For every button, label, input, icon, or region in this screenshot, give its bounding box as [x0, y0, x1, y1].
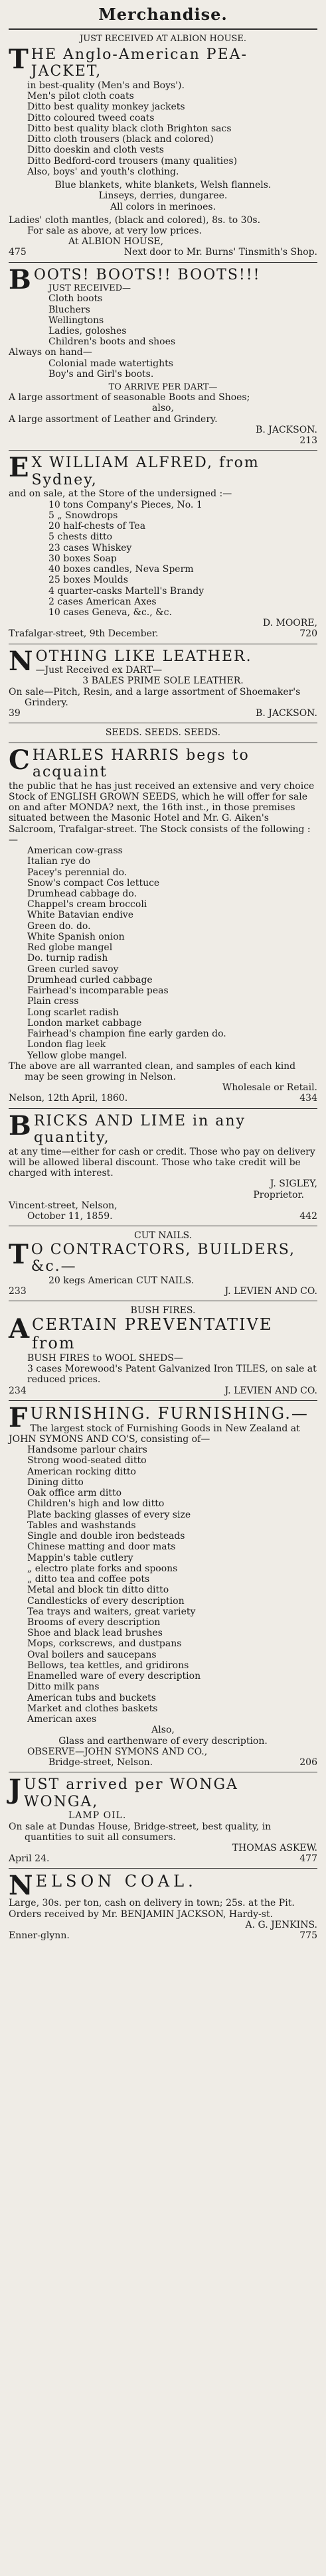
ad-line: Always on hand—: [9, 347, 92, 358]
list-item: American tubs and buckets: [27, 1692, 156, 1703]
ad-number: 475: [9, 247, 27, 258]
list-item: Children's boots and shoes: [48, 336, 176, 348]
ad-line: Bridge-street, Nelson.: [48, 1757, 153, 1768]
ad-line: Glass and earthenware of every description.: [58, 1735, 268, 1747]
list-item: Chinese matting and door mats: [27, 1541, 176, 1553]
list-item: Men's pilot cloth coats: [27, 91, 134, 102]
divider: [9, 1868, 317, 1869]
drop-cap: C: [9, 744, 30, 776]
ad-signature: D. MOORE,: [262, 618, 317, 629]
list-item: Mappin's table cutlery: [27, 1552, 133, 1563]
item-list: [9, 500, 317, 618]
ad-nothing-like-leather: [9, 645, 317, 719]
ad-title: O CONTRACTORS, BUILDERS, &c.—: [31, 1241, 295, 1275]
ad-title: OOTS! BOOTS!! BOOTS!!!: [33, 266, 261, 283]
list-item: 10 tons Company's Pieces, No. 1: [48, 499, 203, 510]
list-item: Italian rye do: [27, 856, 90, 867]
ad-number: 434: [299, 1093, 317, 1104]
ad-number: 720: [299, 628, 317, 640]
ad-line: All colors in merinoes.: [110, 201, 216, 212]
list-item: Ditto best quality monkey jackets: [27, 102, 185, 113]
ad-signature: B. JACKSON.: [256, 708, 317, 719]
ad-line: For sale as above, at very low prices.: [27, 225, 202, 236]
drop-cap: E: [9, 452, 29, 484]
ad-title: HARLES HARRIS begs to acquaint: [32, 747, 250, 781]
list-item: Green do. do.: [27, 920, 91, 932]
ad-line: Nelson, 12th April, 1860.: [9, 1093, 128, 1104]
list-item: London flag leek: [27, 1039, 106, 1050]
ad-line: Proprietor.: [253, 1189, 304, 1200]
list-item: London market cabbage: [27, 1017, 142, 1029]
list-item: Snow's compact Cos lettuce: [27, 877, 160, 889]
ad-line: April 24.: [9, 1853, 50, 1865]
ad-title: CERTAIN PREVENTATIVE from: [32, 1315, 273, 1353]
list-item: „ ditto tea and coffee pots: [27, 1574, 150, 1585]
divider: [9, 1400, 317, 1401]
ad-line: Enner-glynn.: [9, 1930, 70, 1942]
ad-title: OTHING LIKE LEATHER.: [35, 648, 252, 665]
ad-line: A large assortment of seasonable Boots and Shoes;: [9, 392, 250, 403]
list-item: Yellow globe mangel.: [27, 1050, 127, 1061]
item-list: [9, 845, 317, 1061]
drop-cap: N: [9, 645, 33, 677]
ad-body: On sale at Dundas House, Bridge-street, best quality, in quantities to suit all consumers.: [9, 1821, 272, 1843]
list-item: Ditto Bedford-cord trousers (many qualities): [27, 155, 238, 167]
item-list: [9, 91, 317, 177]
ad-title: ELSON COAL.: [35, 1872, 197, 1891]
ad-nelson-coal: [9, 1870, 317, 1942]
ad-line: JUST RECEIVED—: [48, 283, 131, 294]
drop-cap: A: [9, 1313, 30, 1345]
ad-body: Large, 30s. per ton, cash on delivery in town; 25s. at the Pit.: [9, 1898, 295, 1909]
ad-line: LAMP OIL.: [68, 1810, 127, 1822]
list-item: Mops, corkscrews, and dustpans: [27, 1638, 182, 1650]
list-item: Metal and block tin ditto ditto: [27, 1585, 169, 1596]
list-item: Ladies, goloshes: [48, 325, 127, 336]
ad-line: At ALBION HOUSE,: [68, 236, 164, 248]
ad-number: 206: [299, 1757, 317, 1768]
list-item: Chappel's cream broccoli: [27, 899, 147, 910]
list-item: Bluchers: [48, 304, 90, 315]
ad-number: 213: [299, 435, 317, 447]
list-item: Plain cress: [27, 996, 79, 1007]
ad-lead: SEEDS. SEEDS. SEEDS.: [105, 727, 221, 739]
list-item: Wellingtons: [48, 315, 104, 326]
list-item: American axes: [27, 1714, 97, 1725]
list-item: Single and double iron bedsteads: [27, 1531, 185, 1542]
ad-lead: BUSH FIRES.: [130, 1305, 196, 1317]
ad-title: X WILLIAM ALFRED, from Sydney,: [31, 455, 260, 488]
list-item: 5 chests ditto: [48, 532, 113, 543]
list-item: 40 boxes candles, Neva Sperm: [48, 564, 194, 575]
ad-seeds: [9, 727, 317, 1104]
item-list: [9, 293, 317, 347]
ad-line: Vincent-street, Nelson,: [9, 1200, 118, 1211]
ad-body: The above are all warranted clean, and samples of each kind may be seen growing in Nelson.: [9, 1060, 296, 1082]
ad-number: 234: [9, 1385, 27, 1396]
ad-line: Also,: [151, 1725, 175, 1736]
ad-line: —Just Received ex DART—: [35, 665, 163, 676]
ad-line: A large assortment of Leather and Grindery.: [9, 413, 218, 425]
list-item: Dining ditto: [27, 1476, 84, 1488]
list-item: 10 cases Geneva, &c., &c.: [48, 607, 172, 618]
list-item: Colonial made watertights: [48, 358, 173, 369]
ad-body: the public that he has just received an extensive and very choice Stock of ENGLISH GROWN SEEDS, which he will offer for sale on and after MONDA? next, the 16th inst., in those premises situated between the Masonic Hotel and Mr. G. Aiken's Salcroom, Trafalgar-street. The Stock consists of the following :—: [9, 780, 315, 845]
list-item: White Spanish onion: [27, 931, 125, 942]
divider: [9, 450, 317, 451]
list-item: White Batavian endive: [27, 910, 133, 921]
item-list: [9, 358, 317, 380]
ad-number: 442: [299, 1211, 317, 1222]
ad-william-alfred: [9, 452, 317, 640]
list-item: Fairhead's incomparable peas: [27, 985, 169, 997]
ad-signature: J. SIGLEY,: [270, 1179, 317, 1190]
list-item: Shoe and black lead brushes: [27, 1628, 163, 1639]
list-item: Enamelled ware of every description: [27, 1671, 201, 1682]
list-item: Red globe mangel: [27, 942, 113, 954]
list-item: Brooms of every description: [27, 1616, 161, 1628]
ad-line: Linseys, derries, dungaree.: [98, 190, 228, 202]
ad-line: in best-quality (Men's and Boys').: [27, 80, 185, 91]
list-item: Long scarlet radish: [27, 1007, 119, 1018]
list-item: Also, boys' and youth's clothing.: [27, 166, 179, 177]
ad-line: also,: [152, 403, 174, 414]
list-item: Children's high and low ditto: [27, 1498, 165, 1510]
list-item: Oak office arm ditto: [27, 1488, 122, 1499]
drop-cap: T: [9, 1238, 29, 1270]
ad-title: URNISHING. FURNISHING.—: [30, 1403, 309, 1423]
list-item: Tables and washstands: [27, 1520, 136, 1531]
ad-line: Orders received by Mr. BENJAMIN JACKSON, Hardy-st.: [9, 1908, 274, 1920]
list-item: „ electro plate forks and spoons: [27, 1563, 178, 1574]
ad-bush-fires: [9, 1305, 317, 1396]
list-item: Drumhead curled cabbage: [27, 974, 153, 985]
ad-signature: B. JACKSON.: [256, 424, 317, 435]
ad-lamp-oil: [9, 1776, 317, 1864]
ad-number: 233: [9, 1285, 27, 1297]
ad-line: 20 kegs American CUT NAILS.: [48, 1275, 195, 1286]
ad-number: 775: [299, 1930, 317, 1942]
list-item: Strong wood-seated ditto: [27, 1455, 147, 1467]
divider: [9, 1108, 317, 1109]
ad-body: The largest stock of Furnishing Goods in New Zealand at JOHN SYMONS AND CO'S, consisting of—: [9, 1423, 300, 1445]
drop-cap: B: [9, 1109, 31, 1141]
list-item: Cloth boots: [48, 293, 103, 305]
ad-line: TO ARRIVE PER DART—: [108, 382, 218, 393]
list-item: Oval boilers and saucepans: [27, 1649, 157, 1660]
ad-signature: OBSERVE—JOHN SYMONS AND CO.,: [27, 1746, 208, 1757]
divider: [9, 28, 317, 30]
list-item: 25 boxes Moulds: [48, 575, 128, 586]
list-item: Tea trays and waiters, great variety: [27, 1606, 196, 1617]
section-heading: Merchandise.: [98, 5, 228, 24]
divider: [9, 262, 317, 263]
drop-cap: J: [9, 1774, 21, 1806]
list-item: Ditto best quality black cloth Brighton sacs: [27, 123, 232, 134]
list-item: Do. turnip radish: [27, 953, 108, 964]
list-item: Ditto doeskin and cloth vests: [27, 145, 164, 156]
list-item: Ditto cloth trousers (black and colored): [27, 134, 214, 145]
list-item: Handsome parlour chairs: [27, 1445, 147, 1456]
list-item: Candlesticks of every description: [27, 1595, 185, 1607]
list-item: Drumhead cabbage do.: [27, 889, 137, 900]
ad-line: Wholesale or Retail.: [222, 1082, 317, 1094]
ad-line: On sale—Pitch, Resin, and a large assortment of Shoemaker's Grindery.: [9, 686, 301, 708]
ad-signature: A. G. JENKINS.: [245, 1919, 317, 1930]
ad-signature: J. LEVIEN AND CO.: [224, 1385, 317, 1396]
item-list: [9, 1445, 317, 1725]
ad-title: UST arrived per WONGA WONGA,: [23, 1776, 238, 1810]
drop-cap: B: [9, 263, 31, 295]
ad-number: 477: [299, 1853, 317, 1865]
list-item: Green curled savoy: [27, 964, 119, 975]
list-item: American rocking ditto: [27, 1466, 136, 1477]
ad-albion-house: [9, 34, 317, 258]
drop-cap: T: [9, 43, 29, 75]
list-item: Pacey's perennial do.: [27, 867, 127, 878]
list-item: Boy's and Girl's boots.: [48, 368, 154, 380]
ad-line: October 11, 1859.: [27, 1211, 113, 1222]
list-item: 5 „ Snowdrops: [48, 510, 118, 521]
ad-title: HE Anglo-American PEA-JACKET,: [31, 46, 248, 80]
ad-line: and on sale, at the Store of the undersigned :—: [9, 488, 232, 500]
list-item: Fairhead's champion fine early garden do.: [27, 1029, 226, 1040]
ad-bricks-lime: [9, 1109, 317, 1222]
ad-body: 3 cases Morewood's Patent Galvanized Iron TILES, on sale at reduced prices.: [27, 1364, 317, 1386]
list-item: Market and clothes baskets: [27, 1703, 158, 1714]
list-item: Ditto milk pans: [27, 1682, 100, 1693]
ad-cut-nails: [9, 1230, 317, 1297]
list-item: Bellows, tea kettles, and gridirons: [27, 1660, 189, 1671]
ad-number: 39: [9, 708, 21, 719]
ad-line: 3 BALES PRIME SOLE LEATHER.: [82, 676, 244, 687]
ad-signature: THOMAS ASKEW.: [232, 1843, 317, 1853]
ad-furnishing: [9, 1401, 317, 1768]
drop-cap: N: [9, 1870, 33, 1902]
drop-cap: F: [9, 1401, 28, 1433]
list-item: 4 quarter-casks Martell's Brandy: [48, 585, 204, 597]
ad-line: Next door to Mr. Burns' Tinsmith's Shop.: [123, 247, 317, 258]
list-item: 23 cases Whiskey: [48, 542, 132, 553]
list-item: 20 half-chests of Tea: [48, 521, 146, 532]
ad-signature: J. LEVIEN AND CO.: [224, 1285, 317, 1297]
ad-line: Ladies' cloth mantles, (black and colored), 8s. to 30s.: [9, 214, 261, 226]
list-item: Ditto coloured tweed coats: [27, 112, 155, 123]
ad-title: RICKS AND LIME in any quantity,: [33, 1112, 246, 1147]
ad-line: Blue blankets, white blankets, Welsh flannels.: [54, 180, 272, 191]
ad-line: Trafalgar-street, 9th December.: [9, 628, 159, 640]
list-item: American cow-grass: [27, 845, 123, 857]
ad-lead: JUST RECEIVED AT ALBION HOUSE.: [80, 33, 246, 44]
ad-body: at any time—either for cash or credit. Those who pay on delivery will be allowed liberal discount. Those who take credit will be charged with interest.: [9, 1146, 315, 1179]
ad-boots: [9, 263, 317, 447]
ad-lead: CUT NAILS.: [133, 1230, 193, 1242]
list-item: 2 cases American Axes: [48, 596, 157, 607]
list-item: 30 boxes Soap: [48, 553, 117, 564]
list-item: Plate backing glasses of every size: [27, 1509, 191, 1520]
ad-line: BUSH FIRES to WOOL SHEDS—: [27, 1353, 183, 1364]
